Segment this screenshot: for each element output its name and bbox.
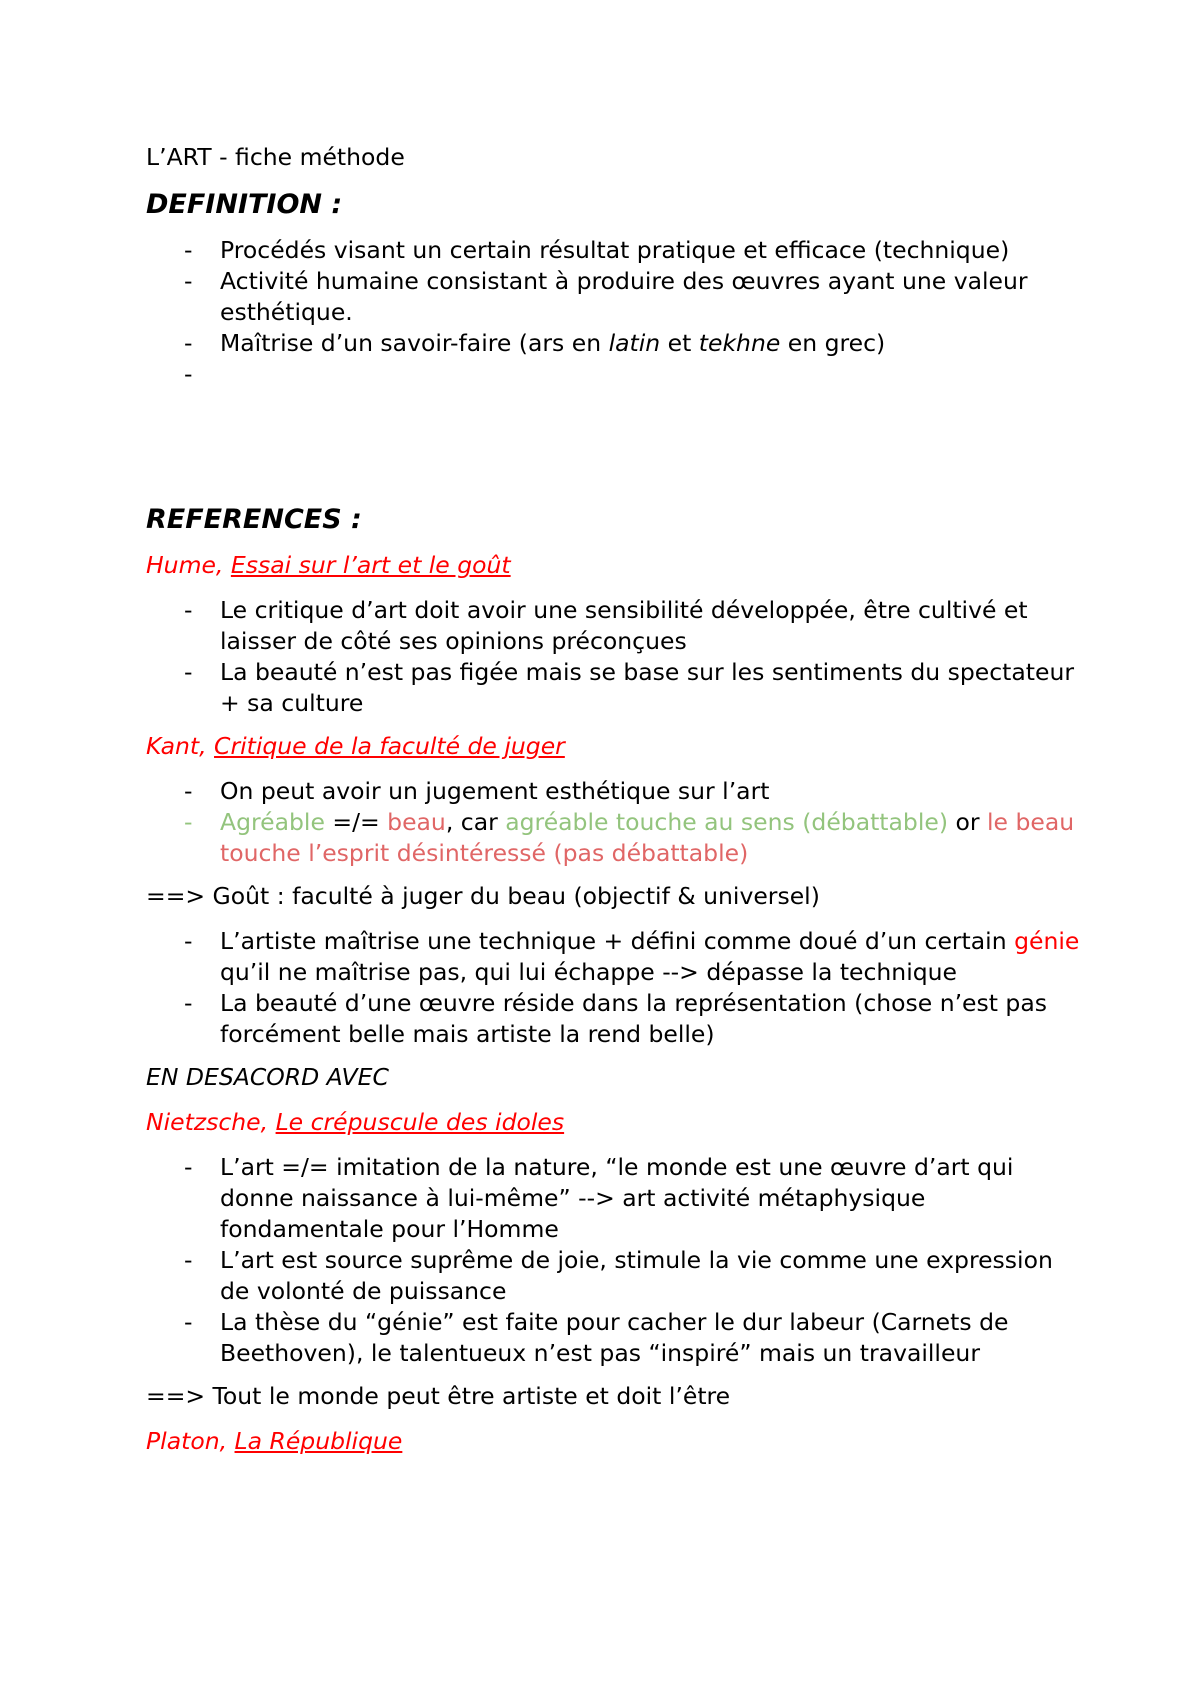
list-item: - L’art =/= imitation de la nature, “le monde est une œuvre d’art qui donne naissance à lui-même” --> art activité métaphysique fondamentale pour l’Homme — [184, 1153, 1014, 1243]
reference-kant: Kant, Critique de la faculté de juger — [146, 732, 565, 760]
list-item: - Le critique d’art doit avoir une sensibilité développée, être cultivé et laisser de côté ses opinions préconçues — [184, 596, 1028, 655]
dash-bullet: - — [184, 360, 193, 388]
disagree-label: EN DESACORD AVEC — [146, 1063, 389, 1091]
work-title: Essai sur l’art et le goût — [230, 551, 511, 579]
list-item: - Maîtrise d’un savoir-faire (ars en latin et tekhne en grec) — [184, 329, 886, 357]
dash-bullet: - — [184, 1246, 193, 1274]
reference-platon: Platon, La République — [146, 1427, 403, 1455]
list-item: - Activité humaine consistant à produire des œuvres ayant une valeur esthétique. — [184, 267, 1028, 326]
work-title: Critique de la faculté de juger — [214, 732, 565, 760]
dash-bullet: - — [184, 927, 193, 955]
list-item — [146, 359, 1080, 390]
definition-heading: DEFINITION : — [146, 189, 343, 220]
kant-list — [146, 776, 1080, 869]
dash-bullet: - — [184, 596, 193, 624]
references-heading: REFERENCES : — [146, 504, 362, 535]
hume-list — [146, 595, 1080, 719]
list-item: - On peut avoir un jugement esthétique sur l’art — [184, 777, 770, 805]
genie-word: génie — [1014, 927, 1080, 955]
dash-bullet: - — [184, 658, 193, 686]
dash-bullet: - — [184, 808, 193, 836]
dash-bullet: - — [184, 267, 193, 295]
nietzsche-list — [146, 1152, 1080, 1369]
list-item: - Procédés visant un certain résultat pratique et efficace (technique) — [184, 236, 1010, 264]
list-item: - La beauté d’une œuvre réside dans la représentation (chose n’est pas forcément belle mais artiste la rend belle) — [184, 989, 1047, 1048]
definition-list — [146, 235, 1080, 390]
list-item: - L’artiste maîtrise une technique + défini comme doué d’un certain génie qu’il ne maîtrise pas, qui lui échappe --> dépasse la technique — [184, 927, 1080, 986]
list-item: - Agréable =/= beau, car agréable touche au sens (débattable) or le beau touche l’esprit désintéressé (pas débattable) — [184, 808, 1075, 867]
work-title: Le crépuscule des idoles — [275, 1108, 565, 1136]
dash-bullet: - — [184, 329, 193, 357]
dash-bullet: - — [184, 236, 193, 264]
dash-bullet: - — [184, 1153, 193, 1181]
document-title: L’ART - fiche méthode — [146, 143, 405, 171]
nietzsche-conclusion: ==> Tout le monde peut être artiste et doit l’être — [146, 1382, 731, 1410]
dash-bullet: - — [184, 989, 193, 1017]
kant-list-2 — [146, 926, 1080, 1050]
reference-hume: Hume, Essai sur l’art et le goût — [146, 551, 511, 579]
tekhne-word: tekhne — [698, 329, 781, 357]
dash-bullet: - — [184, 777, 193, 805]
dash-bullet: - — [184, 1308, 193, 1336]
list-item: - La beauté n’est pas figée mais se base sur les sentiments du spectateur + sa culture — [184, 658, 1074, 717]
list-item: - La thèse du “génie” est faite pour cacher le dur labeur (Carnets de Beethoven), le talentueux n’est pas “inspiré” mais un travailleur — [184, 1308, 1009, 1367]
reference-nietzsche: Nietzsche, Le crépuscule des idoles — [146, 1108, 565, 1136]
kant-conclusion: ==> Goût : faculté à juger du beau (objectif & universel) — [146, 882, 820, 910]
work-title: La République — [234, 1427, 403, 1455]
latin-word: latin — [608, 329, 661, 357]
list-item: - L’art est source suprême de joie, stimule la vie comme une expression de volonté de puissance — [184, 1246, 1053, 1305]
